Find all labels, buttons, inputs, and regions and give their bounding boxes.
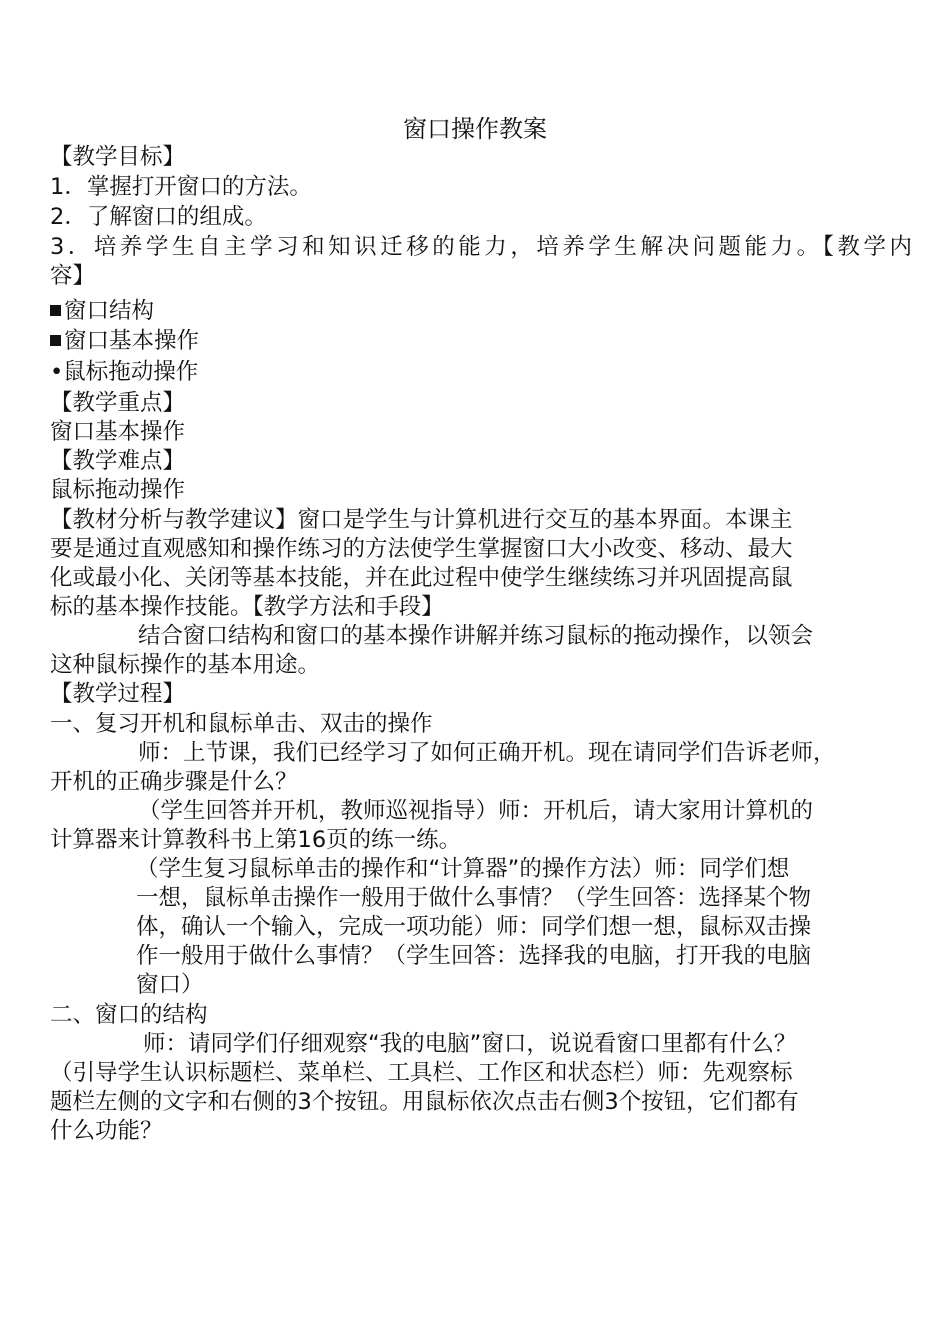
square-bullet-icon bbox=[50, 335, 61, 346]
paragraph-line: 标的基本操作技能。【教学方法和手段】 bbox=[50, 594, 444, 620]
paragraph-line: 师：上节课，我们已经学习了如何正确开机。现在请同学们告诉老师， bbox=[138, 740, 836, 766]
paragraph-line: 窗口） bbox=[136, 972, 204, 998]
paragraph-line: 计算器来计算教科书上第16页的练一练。 bbox=[50, 827, 462, 853]
section-heading: 【教学过程】 bbox=[50, 681, 186, 707]
section-heading: 【教学重点】 bbox=[50, 390, 186, 416]
paragraph-line: 作一般用于做什么事情？（学生回答：选择我的电脑，打开我的电脑 bbox=[136, 943, 812, 969]
objective-item: 1．掌握打开窗口的方法。 bbox=[50, 174, 312, 200]
content-item bbox=[50, 327, 199, 356]
paragraph-line: 这种鼠标操作的基本用途。 bbox=[50, 652, 321, 678]
square-bullet-icon bbox=[50, 305, 61, 316]
paragraph-line: 题栏左侧的文字和右侧的3个按钮。用鼠标依次点击右侧3个按钮，它们都有 bbox=[50, 1089, 799, 1115]
content-item bbox=[50, 297, 154, 326]
paragraph-line: 要是通过直观感知和操作练习的方法使学生掌握窗口大小改变、移动、最大 bbox=[50, 536, 793, 562]
paragraph-line: 结合窗口结构和窗口的基本操作讲解并练习鼠标的拖动操作，以领会 bbox=[138, 623, 814, 649]
paragraph-line: 师：请同学们仔细观察“我的电脑”窗口，说说看窗口里都有什么？ bbox=[143, 1031, 797, 1057]
paragraph-line: （学生回答并开机，教师巡视指导）师：开机后，请大家用计算机的 bbox=[138, 798, 814, 824]
paragraph-line: （引导学生认识标题栏、菜单栏、工具栏、工作区和状态栏）师：先观察标 bbox=[50, 1060, 793, 1086]
paragraph-line: 化或最小化、关闭等基本技能，并在此过程中使学生继续练习并巩固提高鼠 bbox=[50, 565, 793, 591]
objective-item: 2．了解窗口的组成。 bbox=[50, 204, 267, 230]
document-title: 窗口操作教案 bbox=[403, 115, 547, 143]
paragraph-line: 开机的正确步骤是什么？ bbox=[50, 769, 298, 795]
paragraph-line: （学生复习鼠标单击的操作和“计算器”的操作方法）师：同学们想 bbox=[136, 856, 790, 882]
objective-item: 3．培养学生自主学习和知识迁移的能力，培养学生解决问题能力。【教学内 bbox=[50, 234, 912, 260]
paragraph-line: 什么功能？ bbox=[50, 1118, 163, 1144]
section-heading-continued: 容】 bbox=[50, 263, 96, 289]
section-heading: 【教学难点】 bbox=[50, 448, 186, 474]
section-heading: 【教学目标】 bbox=[50, 144, 186, 170]
paragraph-line: 【教材分析与教学建议】窗口是学生与计算机进行交互的基本界面。本课主 bbox=[50, 507, 793, 533]
content-item-label: 窗口基本操作 bbox=[64, 328, 200, 354]
paragraph-line: 一想，鼠标单击操作一般用于做什么事情？（学生回答：选择某个物 bbox=[136, 885, 812, 911]
content-item: •鼠标拖动操作 bbox=[50, 359, 199, 385]
paragraph-line: 鼠标拖动操作 bbox=[50, 477, 186, 503]
paragraph-line: 窗口基本操作 bbox=[50, 419, 186, 445]
subsection-heading: 二、窗口的结构 bbox=[50, 1002, 208, 1028]
content-item-label: 窗口结构 bbox=[64, 298, 155, 324]
subsection-heading: 一、复习开机和鼠标单击、双击的操作 bbox=[50, 711, 433, 737]
paragraph-line: 体，确认一个输入，完成一项功能）师：同学们想一想，鼠标双击操 bbox=[136, 914, 812, 940]
